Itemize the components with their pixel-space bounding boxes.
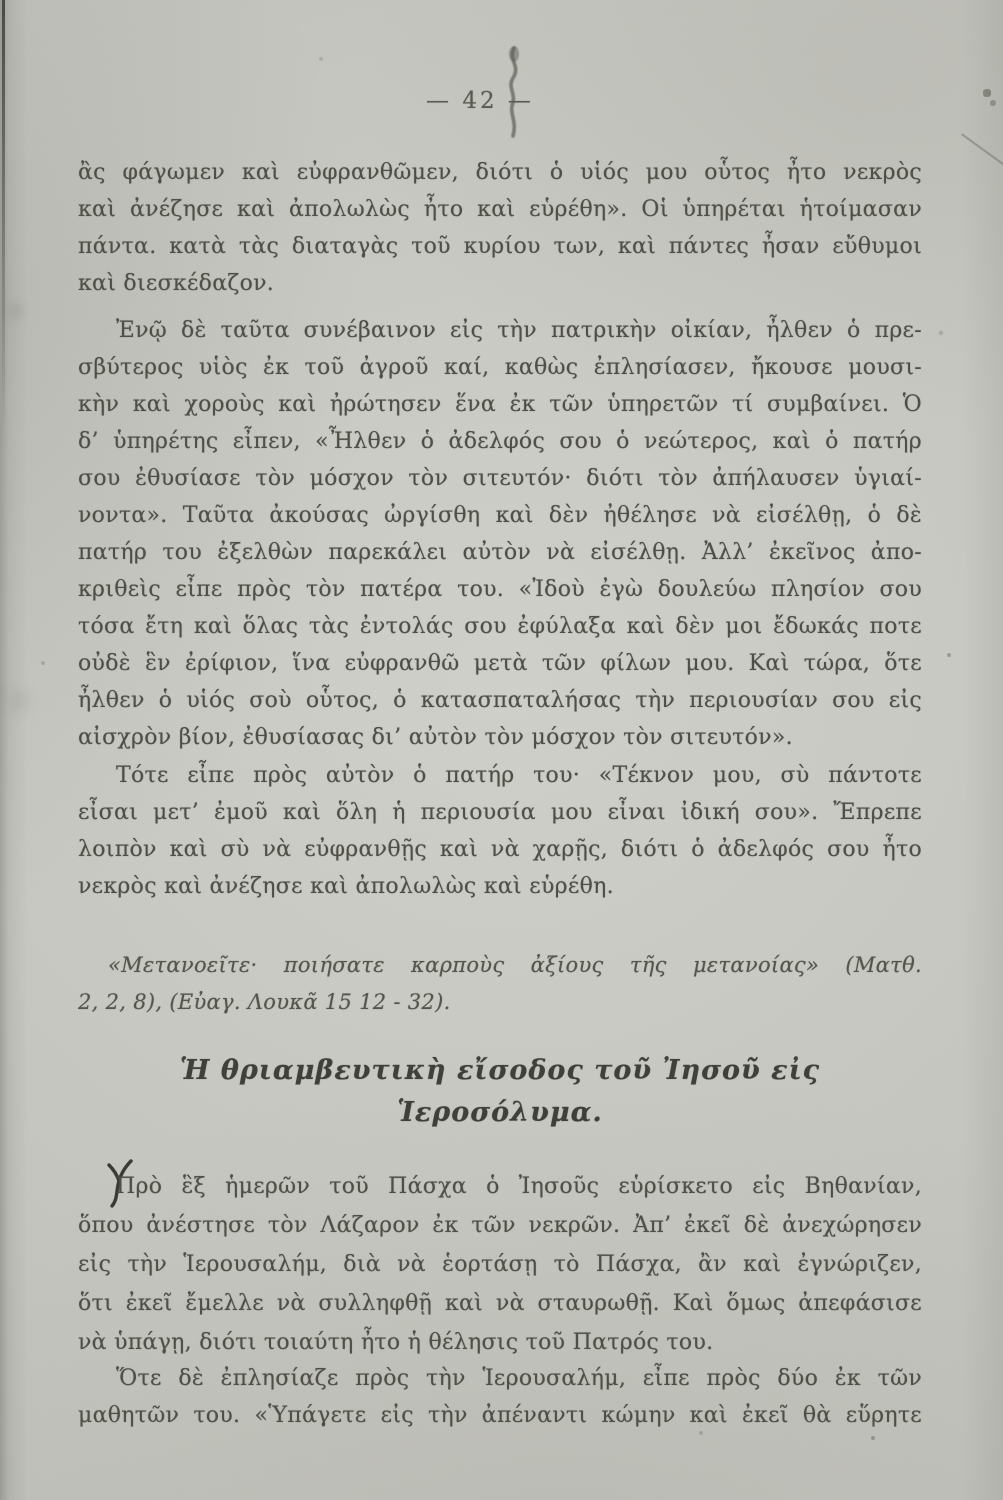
paragraph-prodigal-end: [78, 154, 922, 302]
heading-line: Ἱεροσόλυμα.: [397, 1097, 603, 1128]
text-line: καὶ διεσκέδαζον.: [78, 271, 275, 296]
text-line: σου ἐθυσίασε τὸν μόσχον τὸν σιτευτόν· διότι τὸν ἀπήλαυσεν ὑγιαί-: [78, 466, 922, 491]
citation-line: 2, 2, 8), (Εὐαγ. Λουκᾶ 15 12 - 32).: [78, 990, 451, 1014]
text-line: καὶ ἀνέζησε καὶ ἀπολωλὼς ἦτο καὶ εὑρέθη». Οἱ ὑπηρέται ἡτοίμασαν: [78, 197, 922, 222]
quote-line: «Μετανοεῖτε· ποιήσατε καρποὺς ἀξίους τῆς μετανοίας» (Ματθ.: [108, 953, 922, 977]
text-line: Πρὸ ἓξ ἡμερῶν τοῦ Πάσχα ὁ Ἰησοῦς εὑρίσκετο εἰς Βηθανίαν,: [116, 1174, 922, 1199]
text-line: νὰ ὑπάγῃ, διότι τοιαύτη ἦτο ἡ θέλησις τοῦ Πατρός του.: [78, 1330, 714, 1355]
text-line: λοιπὸν καὶ σὺ νὰ εὐφρανθῇς καὶ νὰ χαρῇς, διότι ὁ ἀδελφός σου ἦτο: [78, 837, 922, 862]
scan-edge-shadow: [2, 0, 5, 430]
text-line: κριθεὶς εἶπε πρὸς τὸν πατέρα του. «Ἰδοὺ ἐγὼ δουλεύω πλησίον σου: [78, 577, 922, 602]
text-line: πάντα. κατὰ τὰς διαταγὰς τοῦ κυρίου των, καὶ πάντες ἦσαν εὔθυμοι: [78, 234, 922, 259]
text-line: ὅπου ἀνέστησε τὸν Λάζαρον ἐκ τῶν νεκρῶν. Ἀπ’ ἐκεῖ δὲ ἀνεχώρησεν: [78, 1213, 922, 1238]
text-line: αἰσχρὸν βίον, ἐθυσίασας δι’ αὐτὸν τὸν μόσχον τὸν σιτευτόν».: [78, 725, 793, 750]
paper-speckles: [0, 0, 2, 2]
text-line: τόσα ἔτη καὶ ὅλας τὰς ἐντολάς σου ἐφύλαξα καὶ δὲν μοι ἔδωκάς ποτε: [78, 614, 922, 639]
text-line: Ὅτε δὲ ἐπλησίαζε πρὸς τὴν Ἱερουσαλήμ, εἶπε πρὸς δύο ἐκ τῶν: [116, 1366, 922, 1391]
scripture-quote: [78, 947, 922, 1021]
paragraph-father-reply: [78, 757, 922, 905]
text-line: σβύτερος υἱὸς ἐκ τοῦ ἀγροῦ καί, καθὼς ἐπλησίασεν, ἤκουσε μουσι-: [78, 355, 922, 380]
text-line: δ’ ὑπηρέτης εἶπεν, «Ἦλθεν ὁ ἀδελφός σου ὁ νεώτερος, καὶ ὁ πατήρ: [78, 429, 922, 454]
paragraph-two-disciples: [78, 1360, 922, 1434]
page-number: — 42 —: [426, 88, 534, 114]
text-line: κὴν καὶ χοροὺς καὶ ἠρώτησεν ἕνα ἐκ τῶν ὑπηρετῶν τί συμβαίνει. Ὁ: [78, 392, 922, 417]
text-line: οὐδὲ ἓν ἐρίφιον, ἵνα εὐφρανθῶ μετὰ τῶν φίλων μου. Καὶ τώρα, ὅτε: [78, 651, 922, 676]
paper-crease: [961, 133, 1003, 169]
text-line: εἶσαι μετ’ ἐμοῦ καὶ ὅλη ἡ περιουσία μου εἶναι ἰδική σου». Ἔπρεπε: [78, 800, 922, 825]
heading-line: Ἡ θριαμβευτικὴ εἴσοδος τοῦ Ἰησοῦ εἰς: [179, 1055, 821, 1086]
text-line: ἦλθεν ὁ υἱός σοὺ οὗτος, ὁ κατασπαταλήσας τὴν περιουσίαν σου εἰς: [78, 688, 922, 713]
paragraph-elder-son: [78, 312, 922, 756]
text-line: ὅτι ἐκεῖ ἔμελλε νὰ συλληφθῇ καὶ νὰ σταυρωθῇ. Καὶ ὅμως ἀπεφάσισε: [78, 1291, 922, 1316]
text-line: ἂς φάγωμεν καὶ εὐφρανθῶμεν, διότι ὁ υἱός μου οὗτος ἦτο νεκρὸς: [78, 160, 922, 185]
text-line: Ἐνῷ δὲ ταῦτα συνέβαινον εἰς τὴν πατρικὴν οἰκίαν, ἦλθεν ὁ πρε-: [116, 318, 922, 343]
paragraph-entry-jerusalem: [78, 1167, 922, 1362]
text-line: Τότε εἶπε πρὸς αὐτὸν ὁ πατήρ του· «Τέκνον μου, σὺ πάντοτε: [116, 763, 922, 788]
text-line: εἰς τὴν Ἱερουσαλήμ, διὰ νὰ ἑορτάσῃ τὸ Πάσχα, ἂν καὶ ἐγνώριζεν,: [78, 1252, 922, 1277]
text-line: νοντα». Ταῦτα ἀκούσας ὠργίσθη καὶ δὲν ἠθέλησε νὰ εἰσέλθῃ, ὁ δὲ: [78, 503, 922, 528]
section-heading: [78, 1050, 922, 1134]
text-line: νεκρὸς καὶ ἀνέζησε καὶ ἀπολωλὼς καὶ εὑρέθη.: [78, 874, 614, 899]
text-line: πατήρ του ἐξελθὼν παρεκάλει αὐτὸν νὰ εἰσέλθῃ. Ἀλλ’ ἐκεῖνος ἀπο-: [78, 540, 922, 565]
text-line: μαθητῶν του. «Ὑπάγετε εἰς τὴν ἀπέναντι κώμην καὶ ἐκεῖ θὰ εὕρητε: [78, 1403, 922, 1428]
